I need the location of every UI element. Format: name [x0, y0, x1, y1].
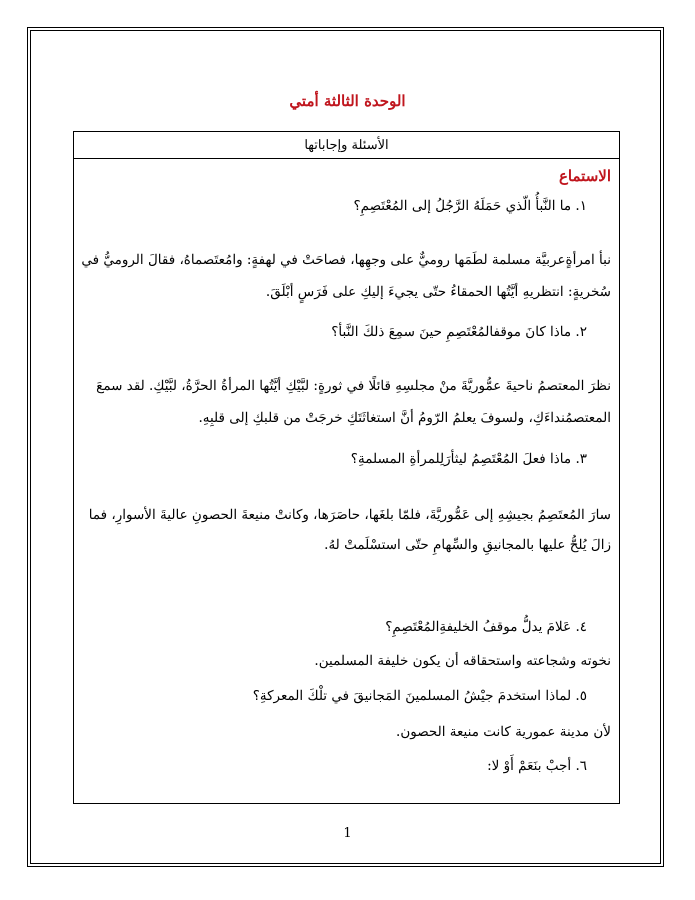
- answer-3-line-2: زالَ يُلحُّ عليها بالمجانيقِ والسِّهامِ حتّى استسْلَمتْ لهُ.: [324, 537, 611, 553]
- answer-2-line-2: المعتصمُنداءَكِ، ولسوفَ يعلمُ الرّومُ أنَّ استغاثَتَكِ خرجَتْ من قلبكِ إلى قلبِهِ.: [198, 410, 611, 426]
- answer-5: لأن مدينة عمورية كانت منيعة الحصون.: [396, 724, 611, 740]
- table-header: الأسئلة وإجاباتها: [74, 132, 619, 159]
- answer-1-line-2: سُخريةٍ: انتظريهِ أيَّتُها الحمقاءُ حتّى يجيءَ إليكِ على فَرَسٍ أبْلَقَ.: [265, 284, 611, 300]
- section-heading: الاستماع: [558, 167, 611, 185]
- page-number: 1: [343, 826, 352, 841]
- question-5: ٥. لماذا استخدمَ جيْشُ المسلمينَ المَجانيقَ في تلْكَ المعركةِ؟: [252, 688, 587, 704]
- unit-title: الوحدة الثالثة أمتي: [289, 92, 406, 110]
- question-6: ٦. أجبْ بنَعَمْ أَوْ لا:: [487, 758, 587, 774]
- question-3: ٣. ماذا فعلَ المُعْتَصِمُ ليثأرَلِلمرأةِ المسلمةِ؟: [350, 451, 587, 467]
- question-2: ٢. ماذا كانَ موقفالمُعْتَصِمِ حينَ سمِعَ ذلكَ النَّبأ؟: [331, 324, 587, 340]
- question-1: ١. ما النَّبأُ الّذي حَمَلَهُ الرَّجُلُ إلى المُعْتَصِمِ؟: [353, 198, 587, 214]
- answer-2-line-1: نظرَ المعتصمُ ناحيةَ عمُّوريَّةَ منْ مجلسِهِ قائلًا في ثورةٍ: لبَّيْكِ أيَّتُها المرأةُ الحرَّةُ، لبَّيْكِ. لقد سمعَ: [96, 378, 611, 394]
- qa-table: [73, 131, 620, 804]
- answer-4: نخوته وشجاعته واستحقاقه أن يكون خليفة المسلمين.: [314, 653, 611, 669]
- answer-3-line-1: سارَ المُعتَصِمُ بجيشِهِ إلى عَمُّوريَّةَ، فلمّا بلغَها، حاصَرَها، وكانتْ منيعةَ الحصونِ عاليةَ الأسوارِ، فما: [88, 507, 611, 523]
- answer-1-line-1: نبأ امرأةٍعربيَّة مسلمة لطَمَها روميٌّ على وجهِها، فصاحَتْ في لهفةٍ: وامُعتَصماهُ، فقالَ الروميُّ في: [81, 252, 611, 268]
- question-4: ٤. عَلامَ يدلُّ موقفُ الخليفةِالمُعْتَصِمِ؟: [385, 619, 587, 635]
